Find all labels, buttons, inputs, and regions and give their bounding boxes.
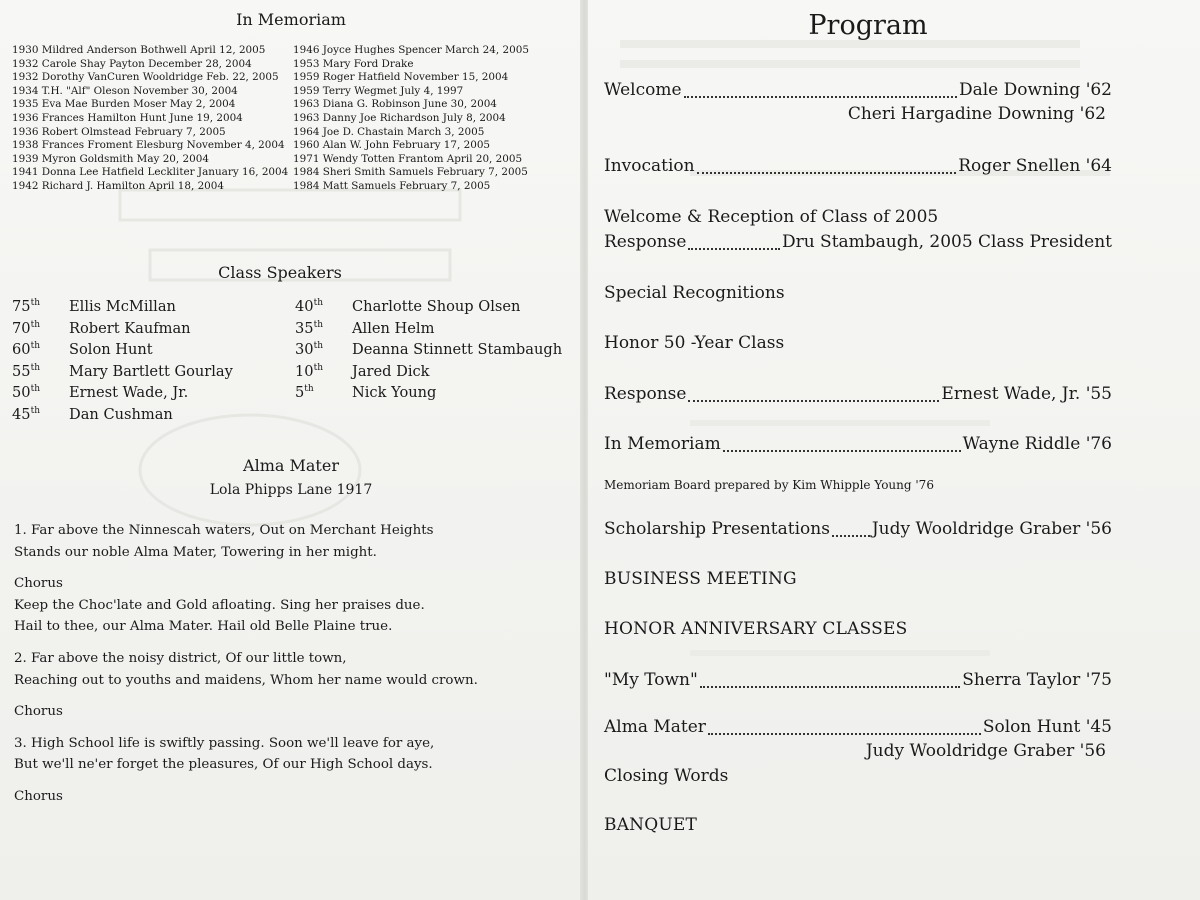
verse-spacer (14, 776, 574, 786)
speaker-row (12, 404, 233, 426)
memoriam-entry: 1984 Matt Samuels February 7, 2005 (293, 179, 491, 192)
speaker-name: Dan Cushman (69, 405, 173, 423)
speaker-name: Deanna Stinnett Stambaugh (352, 341, 563, 359)
program-label: Closing Words (604, 766, 729, 786)
program-label: Response (604, 384, 687, 404)
program-item-welcome (604, 80, 1112, 124)
program-speaker: Ernest Wade, Jr. '55 (941, 384, 1112, 404)
speaker-name: Allen Helm (352, 319, 435, 337)
speakers-list-right (295, 296, 562, 404)
speaker-year-suffix: th (30, 362, 40, 373)
speaker-class-year (12, 339, 69, 361)
leader-dots (688, 400, 939, 402)
program-label: BUSINESS MEETING (604, 569, 797, 589)
verse-line: Chorus (14, 788, 63, 804)
program-note: Memoriam Board prepared by Kim Whipple Young '76 (604, 478, 934, 492)
program-speaker: Judy Wooldridge Graber '56 (871, 519, 1112, 539)
program-speaker: Roger Snellen '64 (958, 156, 1112, 176)
program-speaker: Sherra Taylor '75 (962, 670, 1112, 690)
verse-line: 3. High School life is swiftly passing. Soon we'll leave for aye, (14, 735, 435, 751)
memoriam-entry: 1941 Donna Lee Hatfield Leckliter January 16, 2004 (12, 166, 289, 179)
verse-spacer (14, 723, 574, 733)
speaker-class-year (295, 318, 352, 340)
memoriam-entry: 1946 Joyce Hughes Spencer March 24, 2005 (293, 44, 529, 56)
memoriam-entry: 1932 Carole Shay Payton December 28, 2004 (12, 57, 252, 70)
program-item-invocation (604, 156, 1112, 180)
speaker-year-suffix: th (313, 362, 323, 373)
class-speakers-title: Class Speakers (218, 263, 342, 282)
speaker-row (295, 361, 562, 383)
speaker-year-number: 30 (295, 341, 314, 359)
program-item-in-memoriam (604, 434, 1112, 458)
verse-line: Stands our noble Alma Mater, Towering in her might. (14, 544, 377, 560)
speaker-row (12, 361, 233, 383)
leader-dots (832, 535, 870, 537)
memoriam-entry: 1939 Myron Goldsmith May 20, 2004 (12, 152, 209, 165)
speaker-year-number: 10 (295, 362, 314, 380)
speaker-name: Nick Young (352, 384, 437, 402)
speaker-row (12, 339, 233, 361)
speaker-year-suffix: th (30, 341, 40, 352)
program-item-honor-50 (604, 333, 1112, 357)
memoriam-entry: 1959 Roger Hatfield November 15, 2004 (293, 71, 509, 84)
program-item-reception (604, 207, 1112, 231)
speaker-year-number: 5 (295, 384, 305, 402)
speaker-year-number: 50 (12, 384, 31, 402)
speakers-list-left (12, 296, 233, 426)
speaker-row (12, 382, 233, 404)
speaker-year-suffix: th (30, 319, 40, 330)
program-label: In Memoriam (604, 434, 721, 454)
leader-dots (684, 96, 957, 98)
verse-line: But we'll ne'er forget the pleasures, Of our High School days. (14, 757, 433, 773)
program-label: Response (604, 232, 687, 252)
verse-line: 1. Far above the Ninnescah waters, Out on Merchant Heights (14, 523, 434, 538)
speaker-class-year (12, 382, 69, 404)
verse-line: Reaching out to youths and maidens, Whom her name would crown. (14, 672, 478, 688)
memoriam-title: In Memoriam (236, 10, 346, 29)
leader-dots (700, 686, 960, 688)
memoriam-entry: 1953 Mary Ford Drake (293, 57, 414, 70)
program-label: Invocation (604, 156, 695, 176)
memoriam-entry: 1936 Robert Olmstead February 7, 2005 (12, 125, 226, 138)
memoriam-entry: 1960 Alan W. John February 17, 2005 (293, 139, 491, 152)
speaker-year-suffix: th (313, 341, 323, 352)
memoriam-entry: 1935 Eva Mae Burden Moser May 2, 2004 (12, 98, 236, 111)
leader-dots (723, 450, 961, 452)
program-item-alma-mater (604, 717, 1112, 761)
memoriam-entry: 1964 Joe D. Chastain March 3, 2005 (293, 125, 485, 138)
program-label: HONOR ANNIVERSARY CLASSES (604, 619, 908, 639)
speaker-row (12, 318, 233, 340)
speaker-year-number: 45 (12, 405, 31, 423)
program-item-response-55 (604, 384, 1112, 408)
speaker-year-number: 70 (12, 319, 31, 337)
speaker-row (295, 382, 562, 404)
speaker-row (12, 296, 233, 318)
program-item-scholarship (604, 519, 1112, 543)
leader-dots (688, 248, 780, 250)
verse-spacer (14, 563, 574, 573)
memoriam-entry: 1936 Frances Hamilton Hunt June 19, 2004 (12, 111, 243, 124)
speaker-name: Robert Kaufman (69, 319, 191, 337)
speaker-name: Mary Bartlett Gourlay (69, 362, 233, 380)
program-speaker: Dale Downing '62 (958, 80, 1112, 100)
program-item-business-meeting (604, 569, 1112, 593)
memoriam-entry: 1963 Diana G. Robinson June 30, 2004 (293, 98, 497, 111)
speaker-year-suffix: th (30, 384, 40, 395)
speaker-name: Jared Dick (352, 362, 430, 380)
speaker-year-number: 60 (12, 341, 31, 359)
memoriam-entry: 1932 Dorothy VanCuren Wooldridge Feb. 22, 2005 (12, 71, 279, 84)
program-item-response-2005 (604, 232, 1112, 256)
memoriam-entry: 1934 T.H. "Alf" Oleson November 30, 2004 (12, 84, 238, 97)
program-speaker: Dru Stambaugh, 2005 Class President (781, 232, 1112, 252)
verse-spacer (14, 638, 574, 648)
program-item-banquet (604, 815, 1112, 839)
memoriam-entry: 1963 Danny Joe Richardson July 8, 2004 (293, 111, 506, 124)
memoriam-entry: 1938 Frances Froment Elesburg November 4, 2004 (12, 139, 285, 152)
program-item-my-town (604, 670, 1112, 694)
verse-line: 2. Far above the noisy district, Of our little town, (14, 650, 347, 666)
program-item-memoriam-board (604, 478, 1112, 502)
program-speaker-secondary: Judy Wooldridge Graber '56 (865, 741, 1106, 761)
memoriam-list-left (12, 44, 288, 194)
speaker-class-year (295, 339, 352, 361)
verse-line: Chorus (14, 576, 63, 592)
leader-dots (708, 733, 981, 735)
alma-mater-author: Lola Phipps Lane 1917 (209, 482, 373, 498)
leader-dots (697, 172, 957, 174)
speaker-year-number: 40 (295, 298, 314, 315)
memoriam-entry: 1984 Sheri Smith Samuels February 7, 2005 (293, 166, 528, 179)
speaker-class-year (295, 382, 352, 404)
alma-mater-verses (14, 520, 574, 808)
speaker-year-number: 75 (12, 298, 31, 315)
speaker-year-suffix: th (30, 406, 40, 417)
speaker-year-suffix: th (313, 298, 323, 309)
speaker-year-suffix: th (304, 384, 314, 395)
speaker-class-year (295, 361, 352, 383)
program-label: Welcome & Reception of Class of 2005 (604, 207, 939, 227)
program-label: Scholarship Presentations (604, 519, 830, 539)
speaker-row (295, 339, 562, 361)
alma-mater-title: Alma Mater (243, 456, 339, 475)
program-label: BANQUET (604, 815, 698, 835)
speaker-year-suffix: th (313, 319, 323, 330)
program-label: Welcome (604, 80, 682, 100)
speaker-class-year (12, 296, 69, 318)
program-label: Alma Mater (604, 717, 706, 737)
program-speaker: Solon Hunt '45 (982, 717, 1112, 737)
speaker-name: Charlotte Shoup Olsen (352, 298, 521, 315)
program-title: Program (808, 10, 928, 41)
program-speaker: Wayne Riddle '76 (962, 434, 1112, 454)
verse-line: Chorus (14, 704, 63, 720)
speaker-name: Ellis McMillan (69, 298, 176, 315)
memoriam-list-right (293, 44, 529, 194)
program-speaker-secondary: Cheri Hargadine Downing '62 (847, 104, 1106, 124)
speaker-class-year (12, 361, 69, 383)
speaker-class-year (295, 296, 352, 318)
speaker-name: Ernest Wade, Jr. (69, 384, 189, 402)
memoriam-entry: 1942 Richard J. Hamilton April 18, 2004 (12, 179, 225, 192)
program-item-closing-words (604, 766, 1112, 790)
program-item-anniversary-classes (604, 619, 1112, 643)
speaker-row (295, 296, 562, 318)
verse-line: Hail to thee, our Alma Mater. Hail old Belle Plaine true. (14, 619, 393, 635)
memoriam-entry: 1959 Terry Wegmet July 4, 1997 (293, 84, 464, 97)
speaker-class-year (12, 318, 69, 340)
memoriam-entry: 1971 Wendy Totten Frantom April 20, 2005 (293, 152, 523, 165)
program-label: Honor 50 -Year Class (604, 333, 785, 353)
speaker-name: Solon Hunt (69, 341, 153, 359)
program-item-special-recognitions (604, 283, 1112, 307)
speaker-year-number: 35 (295, 319, 314, 337)
memoriam-entry: 1930 Mildred Anderson Bothwell April 12, 2005 (12, 44, 266, 56)
speaker-row (295, 318, 562, 340)
verse-line: Keep the Choc'late and Gold afloating. Sing her praises due. (14, 597, 425, 613)
speaker-class-year (12, 404, 69, 426)
speaker-year-number: 55 (12, 362, 31, 380)
speaker-year-suffix: th (30, 298, 40, 309)
program-label: "My Town" (604, 670, 698, 690)
program-label: Special Recognitions (604, 283, 785, 303)
verse-spacer (14, 691, 574, 701)
